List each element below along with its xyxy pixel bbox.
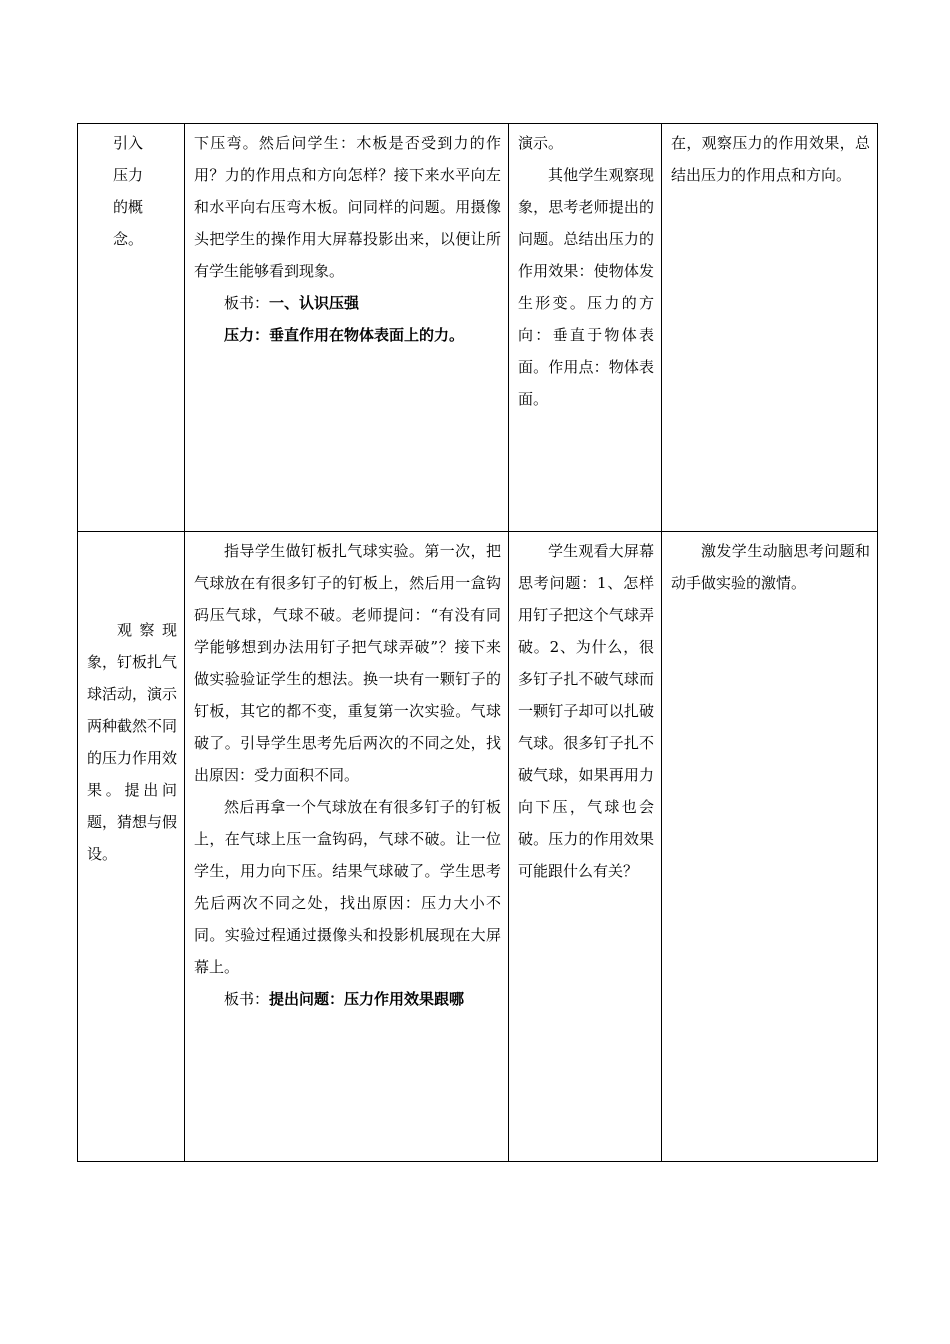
board-title: 一、认识压强 (269, 294, 360, 312)
student-paragraph: 其他学生观察现象，思考老师提出的问题。总结出压力的作用效果：使物体发生形变。压力的方向：垂直于物体表面。作用点：物体表面。 (518, 166, 654, 408)
stage-line: 的概 (113, 198, 144, 216)
lesson-plan-table (77, 123, 878, 1162)
stage-line: 引入 (113, 134, 144, 152)
stage-line: 念。 (113, 230, 144, 248)
design-intent-text: 激发学生动脑思考问题和动手做实验的激情。 (671, 542, 870, 592)
table-row (78, 124, 878, 532)
student-activity-cell (509, 532, 662, 1162)
board-label: 板书： (224, 294, 270, 312)
teacher-paragraph: 然后再拿一个气球放在有很多钉子的钉板上，在气球上压一盒钩码，气球不破。让一位学生，用力向下压。结果气球破了。学生思考先后两次不同之处，找出原因：压力大小不同。实验过程通过摄像头和投影机展现在大屏幕上。 (194, 798, 501, 976)
stage-cell (78, 124, 185, 532)
student-activity-cell (509, 124, 662, 532)
stage-line: 压力 (113, 166, 144, 184)
teacher-paragraph: 下压弯。然后问学生：木板是否受到力的作用？力的作用点和方向怎样？接下来水平向左和水平向右压弯木板。问同样的问题。用摄像头把学生的操作用大屏幕投影出来，以便让所有学生能够看到现象。 (194, 134, 501, 280)
design-intent-cell (662, 532, 878, 1162)
student-paragraph: 演示。 (518, 134, 564, 152)
teacher-paragraph: 指导学生做钉板扎气球实验。第一次，把气球放在有很多钉子的钉板上，然后用一盒钩码压气球，气球不破。老师提问：“有没有同学能够想到办法用钉子把气球弄破”？接下来做实验验证学生的想法。换一块有一颗钉子的钉板，其它的都不变，重复第一次实验。气球破了。引导学生思考先后两次的不同之处，找出原因：受力面积不同。 (194, 542, 501, 784)
board-note (194, 287, 501, 319)
definition-note (194, 319, 501, 351)
teacher-activity-cell (185, 124, 509, 532)
board-note (194, 983, 501, 1015)
design-intent-cell (662, 124, 878, 532)
table-row (78, 532, 878, 1162)
student-paragraph: 学生观看大屏幕思考问题：1、怎样用钉子把这个气球弄破。2、为什么，很多钉子扎不破气球而一颗钉子却可以扎破气球。很多钉子扎不破气球，如果再用力向下压，气球也会破。压力的作用效果可能跟什么有关？ (518, 542, 654, 880)
board-label: 板书： (224, 990, 270, 1008)
teacher-activity-cell (185, 532, 509, 1162)
pressure-definition: 压力：垂直作用在物体表面上的力。 (224, 326, 465, 344)
stage-cell (78, 532, 185, 1162)
stage-text: 观察现象，钉板扎气球活动，演示两种截然不同的压力作用效果。提出问题，猜想与假设。 (87, 621, 178, 863)
board-title: 提出问题：压力作用效果跟哪 (269, 990, 465, 1008)
design-intent-text: 在，观察压力的作用效果，总结出压力的作用点和方向。 (671, 134, 870, 184)
